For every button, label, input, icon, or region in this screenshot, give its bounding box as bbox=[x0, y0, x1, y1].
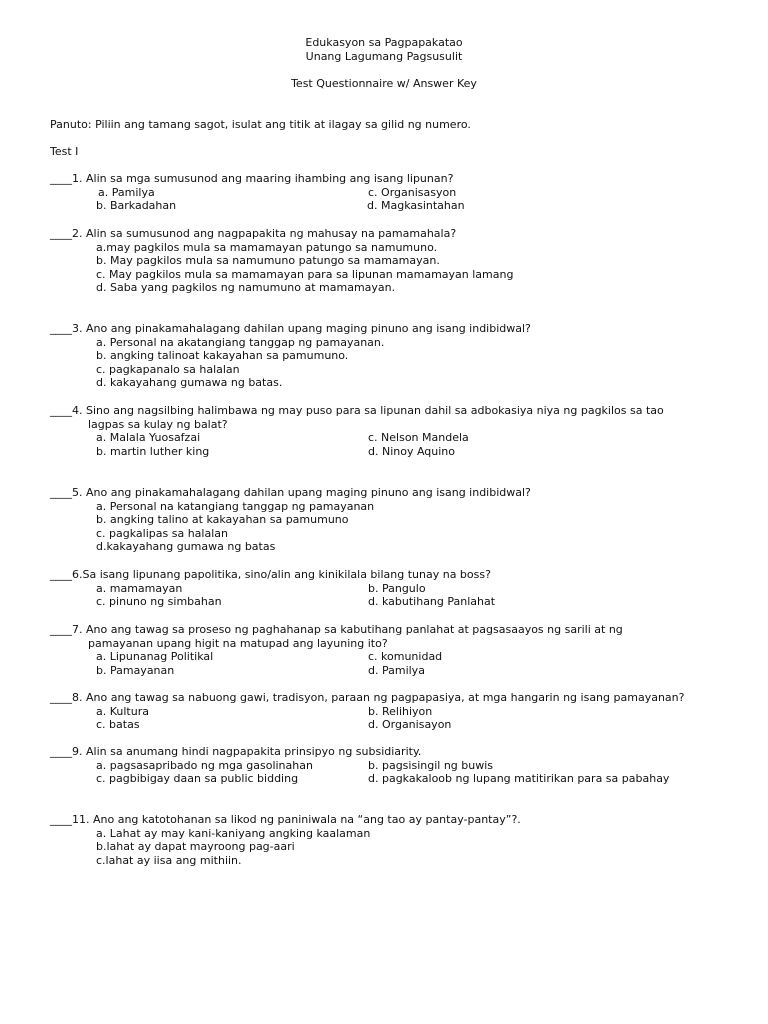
test-label: Test I bbox=[50, 145, 79, 158]
question-stem: ____9. Alin sa anumang hindi nagpapakita prinsipyo ng subsidiarity. bbox=[50, 745, 422, 758]
question-3 bbox=[50, 322, 710, 390]
option-b: b. martin luther king bbox=[96, 444, 210, 458]
option-c: c. pagkapanalo sa halalan bbox=[96, 362, 240, 376]
question-stem-continued: pamayanan upang higit na matupad ang layuning ito? bbox=[88, 636, 388, 650]
question-5 bbox=[50, 486, 710, 554]
option-c: c. pagbibigay daan sa public bidding bbox=[96, 772, 299, 786]
option-b: b. Pamayanan bbox=[96, 663, 175, 677]
option-b: b. angking talino at kakayahan sa pamumuno bbox=[96, 513, 349, 527]
subject-title: Edukasyon sa Pagpapakatao bbox=[305, 36, 463, 49]
option-a: a. Pamilya bbox=[98, 185, 155, 199]
instructions: Panuto: Piliin ang tamang sagot, isulat ang titik at ilagay sa gilid ng numero. bbox=[50, 118, 471, 131]
question-9 bbox=[50, 745, 710, 786]
option-a: a. Lahat ay may kani-kaniyang angking kaalaman bbox=[96, 826, 371, 840]
option-b: b. Relihiyon bbox=[368, 704, 433, 718]
option-b: b. May pagkilos mula sa namumuno patungo sa mamamayan. bbox=[96, 254, 440, 268]
question-stem: ____8. Ano ang tawag sa nabuong gawi, tradisyon, paraan ng pagpapasiya, at mga hangarin ng isang pamayanan? bbox=[50, 691, 685, 704]
option-a: a.may pagkilos mula sa mamamayan patungo sa namumuno. bbox=[96, 240, 438, 254]
option-a: a. Personal na katangiang tanggap ng pamayanan bbox=[96, 499, 375, 513]
option-b: b. Pangulo bbox=[368, 581, 426, 595]
option-a: a. Kultura bbox=[96, 704, 149, 718]
option-d: d.kakayahang gumawa ng batas bbox=[96, 540, 276, 554]
option-c: c. batas bbox=[96, 718, 140, 732]
option-a: a. Personal na akatangiang tanggap ng pamayanan. bbox=[96, 335, 385, 349]
option-a: a. pagsasapribado ng mga gasolinahan bbox=[96, 758, 313, 772]
questionnaire-title: Test Questionnaire w/ Answer Key bbox=[291, 76, 477, 90]
option-a: a. Lipunanag Politikal bbox=[96, 650, 214, 664]
option-d: d. Pamilya bbox=[368, 663, 425, 677]
option-c: c. May pagkilos mula sa mamamayan para sa lipunan mamamayan lamang bbox=[96, 267, 514, 281]
option-b: b. angking talinoat kakayahan sa pamumuno. bbox=[96, 349, 349, 363]
question-6 bbox=[50, 568, 710, 609]
question-stem: ____6.Sa isang lipunang papolitika, sino/alin ang kinikilala bilang tunay na boss? bbox=[50, 568, 491, 581]
question-8 bbox=[50, 691, 710, 732]
option-c: c. Nelson Mandela bbox=[368, 431, 469, 445]
option-a: a. mamamayan bbox=[96, 581, 183, 595]
question-stem: ____3. Ano ang pinakamahalagang dahilan upang maging pinuno ang isang indibidwal? bbox=[50, 322, 531, 335]
option-c: c.lahat ay iisa ang mithiin. bbox=[96, 853, 242, 867]
question-2 bbox=[50, 227, 710, 295]
option-d: d. Saba yang pagkilos ng namumuno at mamamayan. bbox=[96, 281, 396, 295]
exam-title: Unang Lagumang Pagsusulit bbox=[305, 49, 463, 63]
option-c: c. pagkalipas sa halalan bbox=[96, 526, 228, 540]
question-stem: ____1. Alin sa mga sumusunod ang maaring ihambing ang isang lipunan? bbox=[50, 172, 454, 185]
question-stem: ____11. Ano ang katotohanan sa likod ng paniniwala na “ang tao ay pantay-pantay”?. bbox=[50, 813, 521, 826]
option-c: c. Organisasyon bbox=[368, 185, 457, 199]
option-c: c. komunidad bbox=[368, 650, 443, 664]
option-d: d. kakayahang gumawa ng batas. bbox=[96, 376, 283, 390]
question-stem-continued: lagpas sa kulay ng balat? bbox=[88, 417, 228, 431]
option-d: d. Organisayon bbox=[368, 718, 452, 732]
question-7 bbox=[50, 623, 710, 677]
option-d: d. pagkakaloob ng lupang matitirikan para sa pabahay bbox=[368, 772, 670, 786]
option-d: d. kabutihang Panlahat bbox=[368, 595, 496, 609]
option-b: b. Barkadahan bbox=[96, 199, 177, 213]
option-d: d. Ninoy Aquino bbox=[368, 444, 456, 458]
question-stem: ____5. Ano ang pinakamahalagang dahilan upang maging pinuno ang isang indibidwal? bbox=[50, 486, 531, 499]
option-a: a. Malala Yuosafzai bbox=[96, 431, 201, 445]
option-c: c. pinuno ng simbahan bbox=[96, 595, 222, 609]
option-b: b. pagsisingil ng buwis bbox=[368, 758, 494, 772]
question-stem: ____7. Ano ang tawag sa proseso ng paghahanap sa kabutihang panlahat at pagsasaayos ng sarili at ng bbox=[50, 623, 623, 636]
question-11 bbox=[50, 813, 710, 867]
option-d: d. Magkasintahan bbox=[367, 199, 465, 213]
question-1 bbox=[50, 172, 710, 213]
document-header bbox=[0, 36, 768, 90]
question-4 bbox=[50, 404, 710, 458]
question-stem: ____2. Alin sa sumusunod ang nagpapakita ng mahusay na pamamahala? bbox=[50, 227, 457, 240]
option-b: b.lahat ay dapat mayroong pag-aari bbox=[96, 840, 295, 854]
question-stem: ____4. Sino ang nagsilbing halimbawa ng may puso para sa lipunan dahil sa adbokasiya niya ng pagkilos sa tao bbox=[50, 404, 664, 417]
